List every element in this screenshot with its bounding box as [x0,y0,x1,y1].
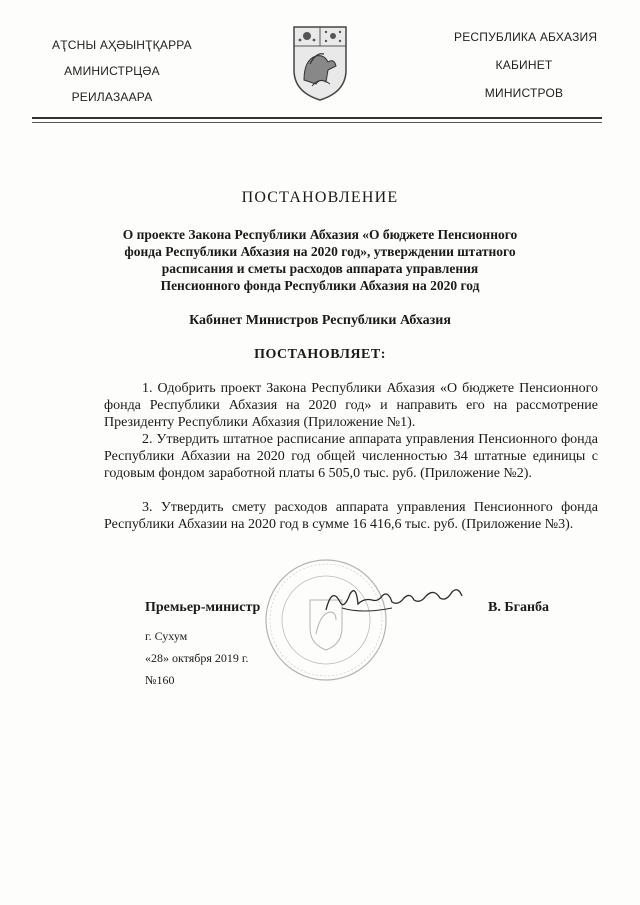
header-rule-thin [32,122,602,123]
paragraph-1: 1. Одобрить проект Закона Республики Абхазия «О бюджете Пенсионного фонда Республики Абхазия на 2020 год» и направить его на рассмотрение Президенту Республики Абхазия (Приложение №1). [104,381,598,430]
document-number: №160 [145,673,175,687]
paragraph-3: 3. Утвердить смету расходов аппарата управления Пенсионного фонда Республики Абхазии на 2020 год в сумме 16 416,6 тыс. руб. (Приложение №3). [104,500,598,532]
header-rule-thick [32,117,602,119]
header-left-line-2: АМИНИСТРЦӘА [64,64,160,78]
handwritten-signature [322,580,472,620]
document-city: г. Сухум [145,629,188,643]
document-date: «28» октября 2019 г. [145,651,249,665]
header-left-line-1: АҬСНЫ АҲӘЫНҬҚАРРА [52,38,192,52]
header-left-line-3: РЕИЛАЗААРА [71,90,153,104]
emblem-icon [290,24,350,102]
issuer: Кабинет Министров Республики Абхазия [189,313,451,328]
document-title: ПОСТАНОВЛЕНИЕ [241,189,399,206]
document-subject [60,226,580,294]
signature-name: В. Бганба [488,600,550,615]
subject-line: О проекте Закона Республики Абхазия «О бюджете Пенсионного [122,227,518,242]
header-right-line-1: РЕСПУБЛИКА АБХАЗИЯ [454,30,598,44]
subject-line: Пенсионного фонда Республики Абхазия на 2020 год [160,278,480,293]
decree-word: ПОСТАНОВЛЯЕТ: [254,347,386,362]
signature-position: Премьер-министр [145,600,261,615]
header-right-line-3: МИНИСТРОВ [484,86,564,100]
subject-line: фонда Республики Абхазия на 2020 год», утверждении штатного [124,244,516,259]
header-right-line-2: КАБИНЕТ [495,58,553,72]
paragraph-2: 2. Утвердить штатное расписание аппарата управления Пенсионного фонда Республики Абхазии на 2020 год общей численностью 34 штатные единицы с годовым фондом заработной платы 6 505,0 тыс. руб. (Приложение №2). [104,432,598,481]
subject-line: расписания и сметы расходов аппарата управления [161,261,479,276]
